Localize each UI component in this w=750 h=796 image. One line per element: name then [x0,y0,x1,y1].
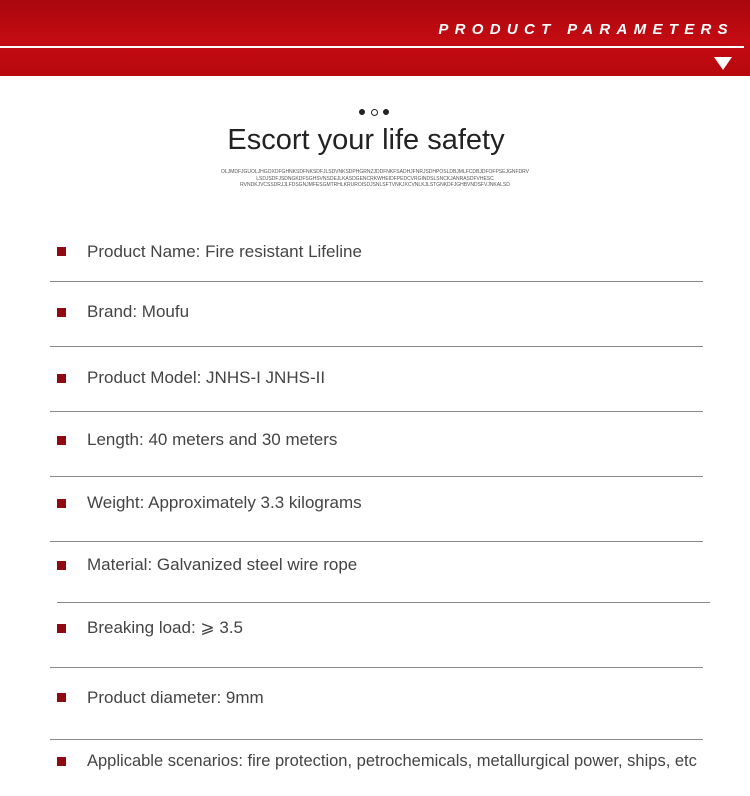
divider [57,602,710,603]
spec-label: Applicable scenarios: fire protection, petrochemicals, metallurgical power, ships, etc [87,752,697,770]
dot-icon [359,109,365,115]
spec-label: Weight: Approximately 3.3 kilograms [87,493,362,512]
divider [50,476,703,477]
dot-hollow-icon [371,109,378,116]
banner-divider [0,46,744,48]
square-bullet-icon [57,693,66,702]
spec-label: Breaking load: ⩾ 3.5 [87,618,244,637]
divider [50,281,703,282]
headline: Escort your life safety [227,124,505,156]
divider [50,411,703,412]
square-bullet-icon [57,561,66,570]
square-bullet-icon [57,499,66,508]
header-banner [0,0,750,76]
spec-label: Product Model: JNHS-I JNHS-II [87,368,326,387]
divider [50,346,703,347]
divider [50,739,703,740]
triangle-down-icon [714,57,732,70]
spec-label: Material: Galvanized steel wire rope [87,555,358,574]
square-bullet-icon [57,247,66,256]
fine-print-line: RVNDKJVCSSDRJJLFDSGNJMFESGMTRHLKRUROISDJSNLSFTVNKJXCVNLKJLSTGNKDFJGHBVNDSFVJNKALSD [240,182,510,188]
square-bullet-icon [57,757,66,766]
spec-label: Length: 40 meters and 30 meters [87,430,338,449]
spec-label: Product diameter: 9mm [87,688,264,707]
divider [50,667,703,668]
spec-label: Product Name: Fire resistant Lifeline [87,242,362,261]
spec-label: Brand: Moufu [87,302,190,321]
square-bullet-icon [57,624,66,633]
fine-print-line: LSDJSDFJSDNGKDFSGHSVNSDEJLKASDGENCRKWHEIDFPEDCVRGINDSLSNCKJANRASDFVHESC [256,176,494,182]
square-bullet-icon [57,308,66,317]
dot-icon [383,109,389,115]
divider [50,541,703,542]
section-title: PRODUCT PARAMETERS [438,21,734,38]
fine-print-line: OLJMDFJGUOLJHGOXDFGHNKSDFNKSDFJLSDVNKSDPHGRNZJDDFNKFSADHJFNRJSDHPOSLDBJMLFCDBJDFOFPSEJGNFDRV [221,169,529,175]
square-bullet-icon [57,374,66,383]
square-bullet-icon [57,436,66,445]
